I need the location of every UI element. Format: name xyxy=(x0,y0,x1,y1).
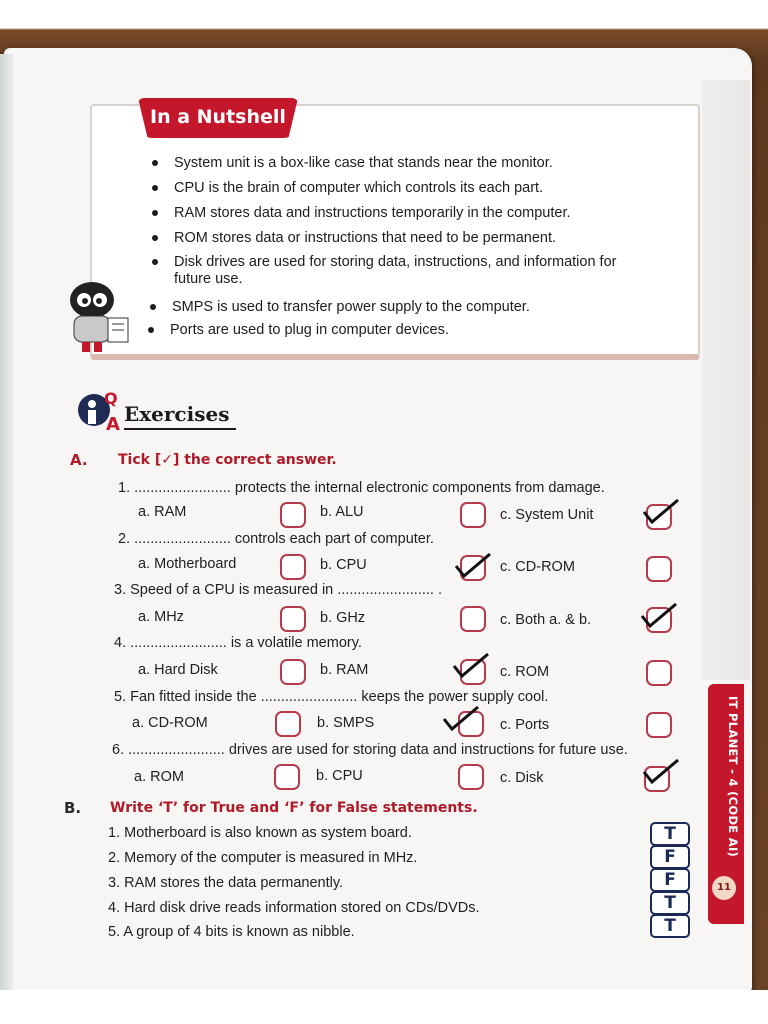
option-4b: b. RAM xyxy=(320,662,369,678)
checkbox-1a[interactable] xyxy=(280,502,306,528)
option-6b: b. CPU xyxy=(316,768,363,784)
answer-box-2[interactable]: F xyxy=(650,845,690,869)
option-3c: c. Both a. & b. xyxy=(500,612,592,628)
svg-text:A: A xyxy=(106,414,120,435)
checkbox-6a[interactable] xyxy=(274,764,300,790)
checkbox-4a[interactable] xyxy=(280,659,306,685)
answer-box-3[interactable]: F xyxy=(650,868,690,892)
nutshell-item: ROM stores data or instructions that need to be permanent. xyxy=(174,230,556,247)
section-a-heading: Tick [✓] the correct answer. xyxy=(118,452,337,468)
right-margin xyxy=(702,80,750,680)
option-6a: a. ROM xyxy=(134,769,184,785)
svg-text:Q: Q xyxy=(104,389,118,408)
option-3b: b. GHz xyxy=(320,610,366,626)
checkbox-4c[interactable] xyxy=(646,660,672,686)
statement-5: 5. A group of 4 bits is known as nibble. xyxy=(108,924,355,940)
question-1: 1. ........................ protects the internal electronic components from damage. xyxy=(118,480,605,496)
checkbox-3c[interactable] xyxy=(646,607,672,633)
option-1b: b. ALU xyxy=(320,504,364,520)
bullet-dot xyxy=(148,327,154,333)
checkbox-1c[interactable] xyxy=(646,504,672,530)
question-4: 4. ........................ is a volatile memory. xyxy=(114,635,362,651)
checkbox-1b[interactable] xyxy=(460,502,486,528)
option-6c: c. Disk xyxy=(500,770,544,786)
option-2c: c. CD-ROM xyxy=(500,559,575,575)
nutshell-item: Disk drives are used for storing data, instructions, and information for xyxy=(174,254,616,271)
qa-exercises-icon xyxy=(76,386,124,436)
question-6: 6. ........................ drives are used for storing data and instructions for future use. xyxy=(112,742,628,758)
checkbox-2a[interactable] xyxy=(280,554,306,580)
nutshell-item-continued: future use. xyxy=(174,271,243,287)
checkbox-5c[interactable] xyxy=(646,712,672,738)
nutshell-item: SMPS is used to transfer power supply to the computer. xyxy=(172,299,530,316)
question-5: 5. Fan fitted inside the ........................ keeps the power supply cool. xyxy=(114,689,549,705)
statement-4: 4. Hard disk drive reads information stored on CDs/DVDs. xyxy=(108,900,480,916)
checkbox-6c[interactable] xyxy=(644,766,670,792)
option-5b: b. SMPS xyxy=(317,715,375,731)
checkbox-2c[interactable] xyxy=(646,556,672,582)
mascot-robot-icon xyxy=(60,278,140,358)
page-number: 11 xyxy=(712,876,736,900)
nutshell-item: System unit is a box-like case that stands near the monitor. xyxy=(174,155,553,172)
checkbox-3b[interactable] xyxy=(460,606,486,632)
statement-3: 3. RAM stores the data permanently. xyxy=(108,875,344,891)
option-1c: c. System Unit xyxy=(500,507,594,523)
answer-box-4[interactable]: T xyxy=(650,891,690,915)
bullet-dot xyxy=(152,160,158,166)
question-3: 3. Speed of a CPU is measured in ........................ . xyxy=(114,582,442,598)
nutshell-item: RAM stores data and instructions temporarily in the computer. xyxy=(174,205,571,222)
side-tab-label: IT PLANET - 4 (CODE AI) xyxy=(726,696,740,858)
option-2b: b. CPU xyxy=(320,557,367,573)
checkbox-6b[interactable] xyxy=(458,764,484,790)
bullet-dot xyxy=(150,304,156,310)
bullet-dot xyxy=(152,235,158,241)
section-b-letter: B. xyxy=(64,799,82,817)
answer-box-5[interactable]: T xyxy=(650,914,690,938)
bullet-dot xyxy=(152,185,158,191)
section-a-letter: A. xyxy=(70,451,88,469)
option-1a: a. RAM xyxy=(138,504,187,520)
option-4a: a. Hard Disk xyxy=(138,662,218,678)
nutshell-title: In a Nutshell xyxy=(150,106,286,128)
statement-1: 1. Motherboard is also known as system board. xyxy=(108,825,412,841)
nutshell-item: Ports are used to plug in computer devices. xyxy=(170,322,449,339)
statement-2: 2. Memory of the computer is measured in MHz. xyxy=(108,850,418,866)
answer-box-1[interactable]: T xyxy=(650,822,690,846)
checkbox-2b[interactable] xyxy=(460,555,486,581)
bullet-dot xyxy=(152,210,158,216)
checkbox-3a[interactable] xyxy=(280,606,306,632)
question-2: 2. ........................ controls each part of computer. xyxy=(118,531,434,547)
option-5c: c. Ports xyxy=(500,717,550,733)
option-3a: a. MHz xyxy=(138,609,184,625)
checkbox-5a[interactable] xyxy=(275,711,301,737)
bottom-margin xyxy=(0,990,768,1024)
section-b-heading: Write ‘T’ for True and ‘F’ for False statements. xyxy=(110,800,478,816)
option-4c: c. ROM xyxy=(500,664,550,680)
bullet-dot xyxy=(152,259,158,265)
exercises-underline xyxy=(124,428,236,430)
exercises-title: Exercises xyxy=(124,402,230,426)
nutshell-item: CPU is the brain of computer which controls its each part. xyxy=(174,180,543,197)
option-2a: a. Motherboard xyxy=(138,556,237,572)
checkbox-5b[interactable] xyxy=(458,711,484,737)
checkbox-4b[interactable] xyxy=(460,659,486,685)
page-edge xyxy=(0,54,14,994)
option-5a: a. CD-ROM xyxy=(132,715,208,731)
